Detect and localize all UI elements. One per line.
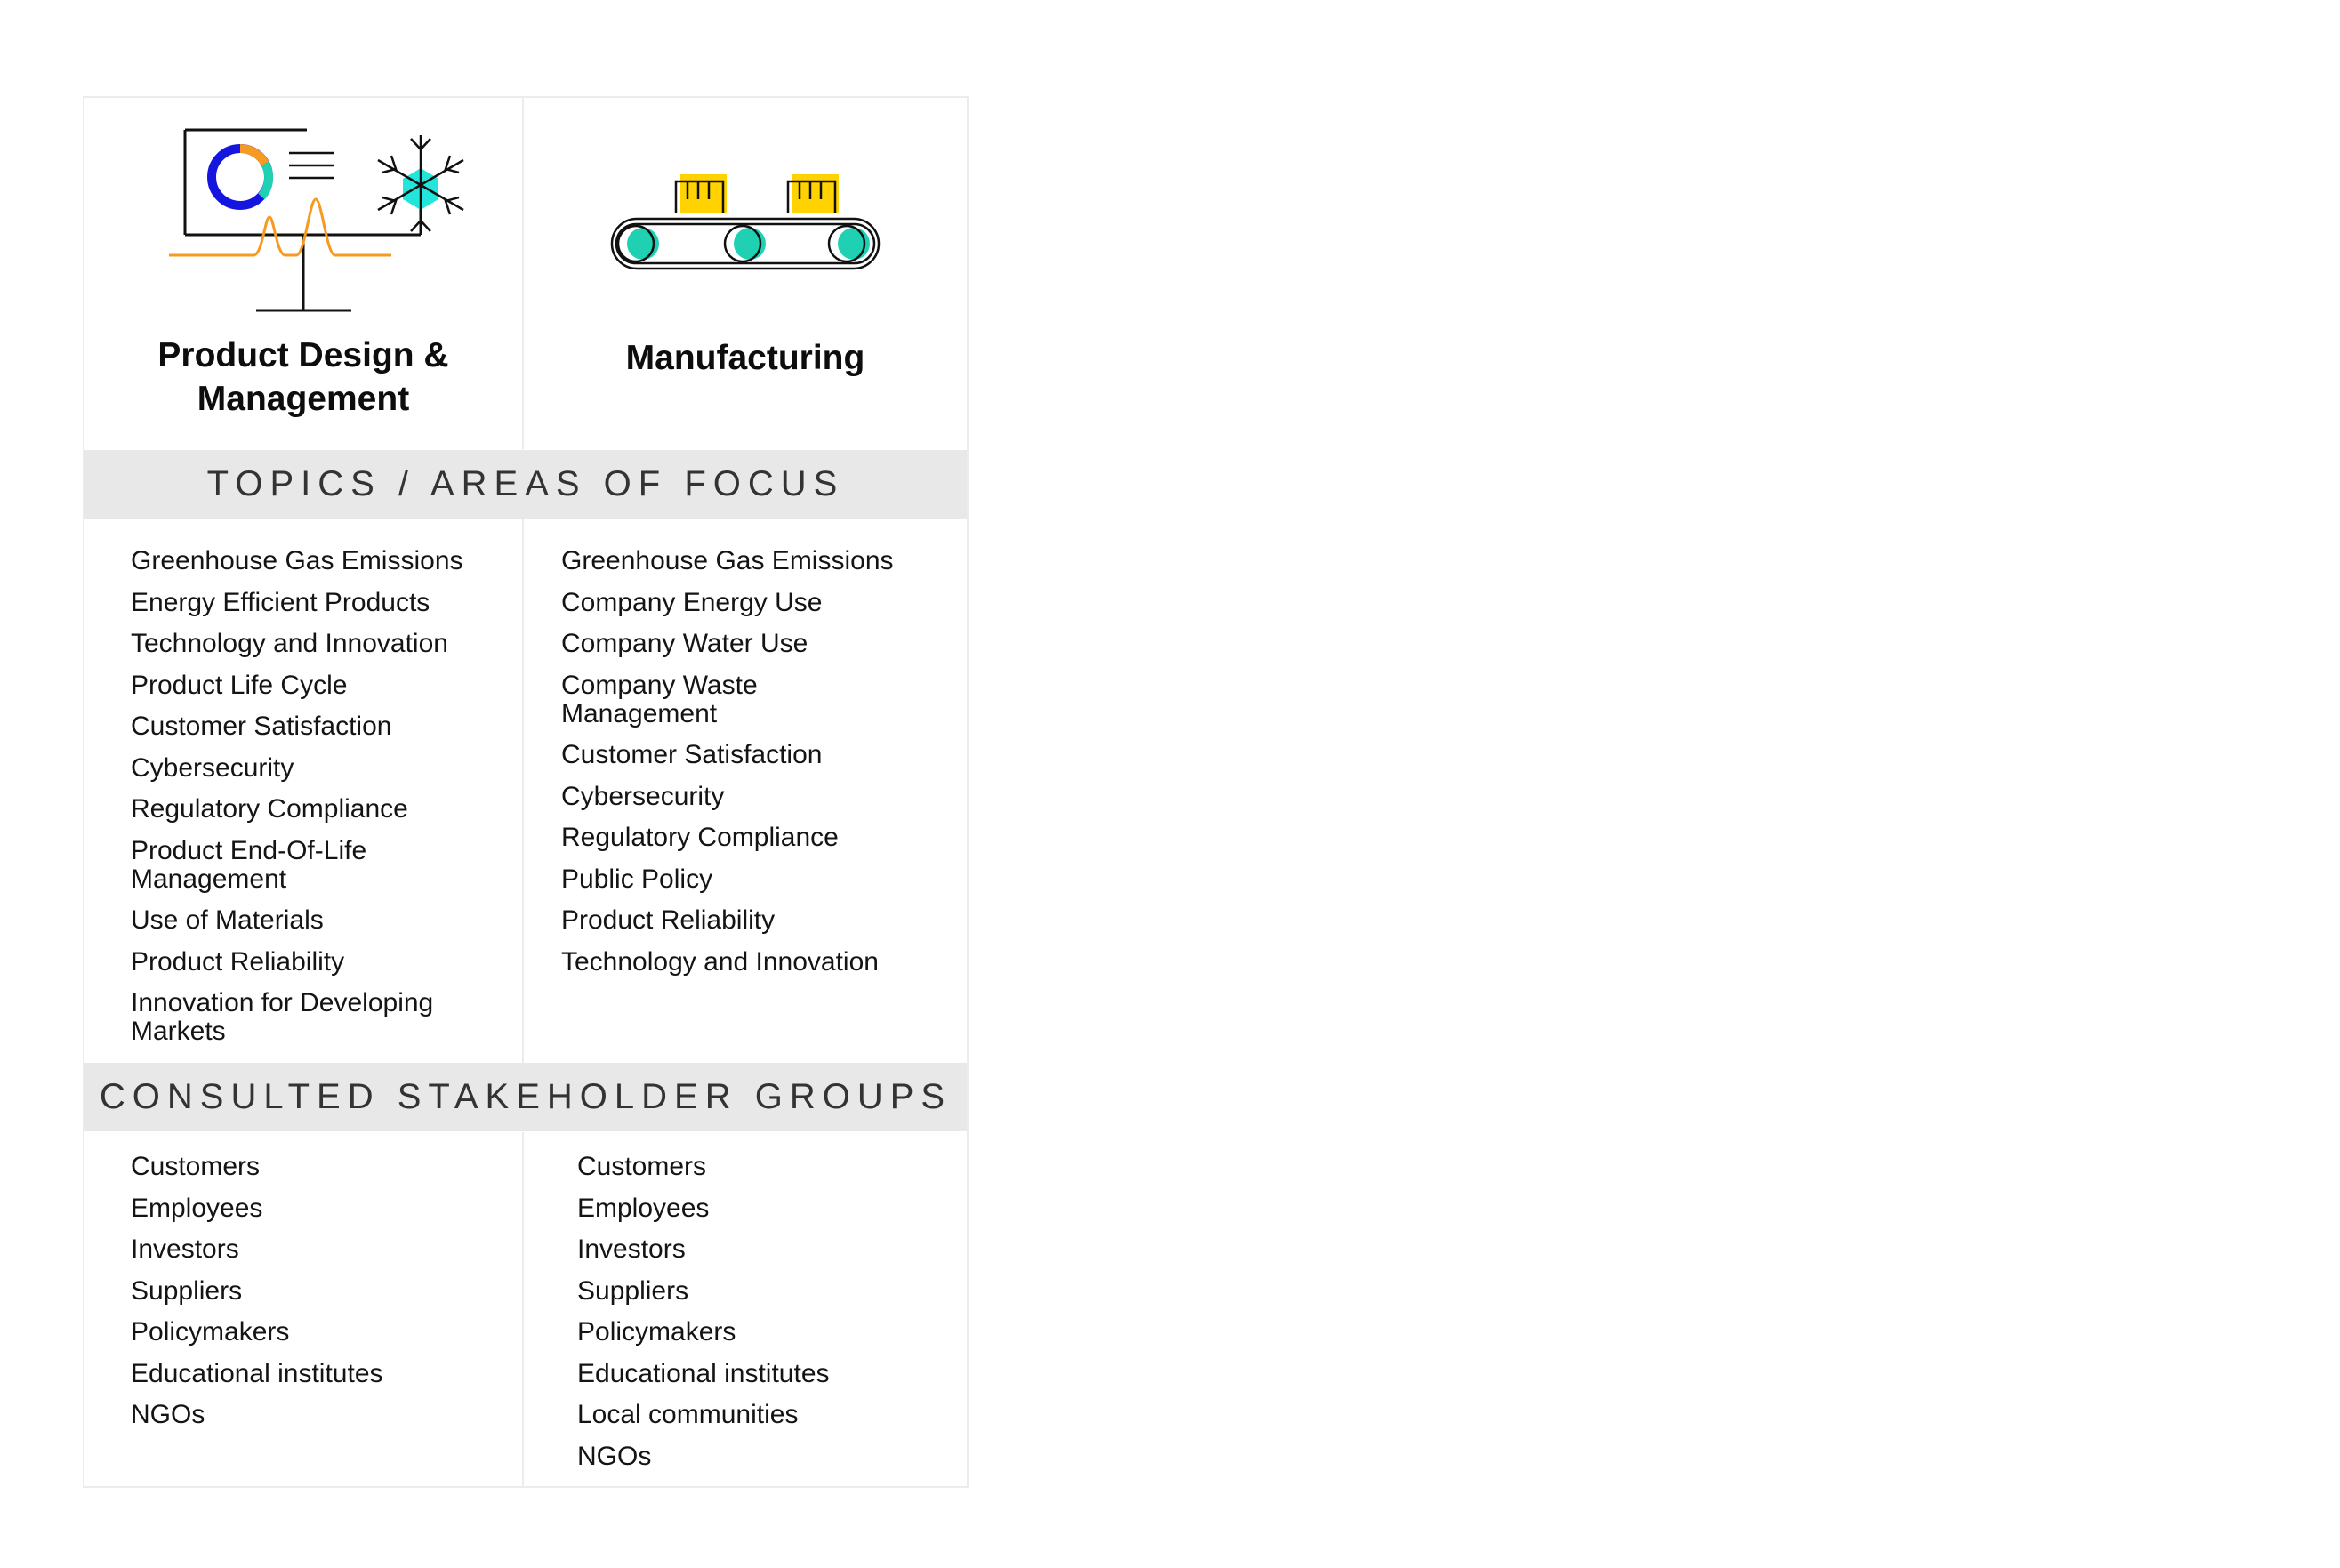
list-item: Employees [577, 1193, 710, 1223]
column-title-manufacturing [524, 336, 967, 380]
list-item: Greenhouse Gas Emissions [561, 546, 894, 575]
list-item: Customer Satisfaction [561, 740, 823, 769]
list-item: Product Reliability [131, 946, 345, 977]
section-heading-topics: TOPICS / AREAS OF FOCUS [84, 450, 967, 519]
list-item: Policymakers [131, 1317, 290, 1347]
list-item: Energy Efficient Products [131, 587, 430, 617]
list-item: Product Life Cycle [131, 670, 348, 700]
list-item: Regulatory Compliance [131, 794, 408, 824]
list-item: Greenhouse Gas Emissions [131, 546, 463, 575]
list-item: Public Policy [561, 864, 713, 894]
list-item: NGOs [131, 1400, 205, 1429]
list-item: Company Energy Use [561, 587, 823, 617]
list-item: Use of Materials [131, 905, 324, 935]
list-item: Technology and Innovation [561, 946, 879, 977]
column-title-text: Product Design & Management [157, 336, 449, 418]
stakeholders-list-manufacturing [577, 1153, 951, 1484]
list-item: Cybersecurity [131, 752, 294, 783]
stakeholder-table [83, 96, 969, 1488]
list-item: Customers [131, 1152, 261, 1181]
list-item: Product End-Of-Life Management [131, 835, 367, 894]
column-divider [522, 519, 524, 1064]
stakeholders-list-product-design [131, 1153, 504, 1443]
topics-list-product-design [131, 547, 504, 1059]
list-item: Company Water Use [561, 629, 808, 658]
list-item: Company Waste Management [561, 670, 758, 728]
list-item: Suppliers [577, 1275, 689, 1306]
conveyor-belt-boxes-icon [609, 174, 885, 272]
list-item: Customer Satisfaction [131, 712, 392, 741]
column-header-manufacturing [524, 98, 967, 449]
column-title-product-design [84, 334, 522, 421]
list-item: Regulatory Compliance [561, 823, 839, 852]
list-item: Educational institutes [131, 1358, 383, 1388]
list-item: Product Reliability [561, 905, 776, 935]
list-item: Customers [577, 1152, 707, 1181]
list-item: Educational institutes [577, 1358, 830, 1388]
column-title-text: Manufacturing [625, 339, 865, 377]
list-item: Policymakers [577, 1317, 736, 1347]
section-heading-stakeholders: CONSULTED STAKEHOLDER GROUPS [84, 1063, 967, 1131]
list-item: Investors [577, 1234, 686, 1264]
column-divider [522, 1132, 524, 1488]
list-item: Cybersecurity [561, 781, 725, 811]
monitor-chart-snowflake-icon [169, 128, 471, 324]
list-item: Employees [131, 1193, 263, 1223]
list-item: Technology and Innovation [131, 629, 448, 658]
topics-list-manufacturing [561, 547, 953, 989]
column-header-product-design [84, 98, 522, 449]
list-item: Local communities [577, 1400, 799, 1429]
list-item: Suppliers [131, 1275, 243, 1306]
list-item: NGOs [577, 1441, 652, 1471]
list-item: Innovation for Developing Markets [131, 988, 434, 1046]
list-item: Investors [131, 1234, 239, 1264]
